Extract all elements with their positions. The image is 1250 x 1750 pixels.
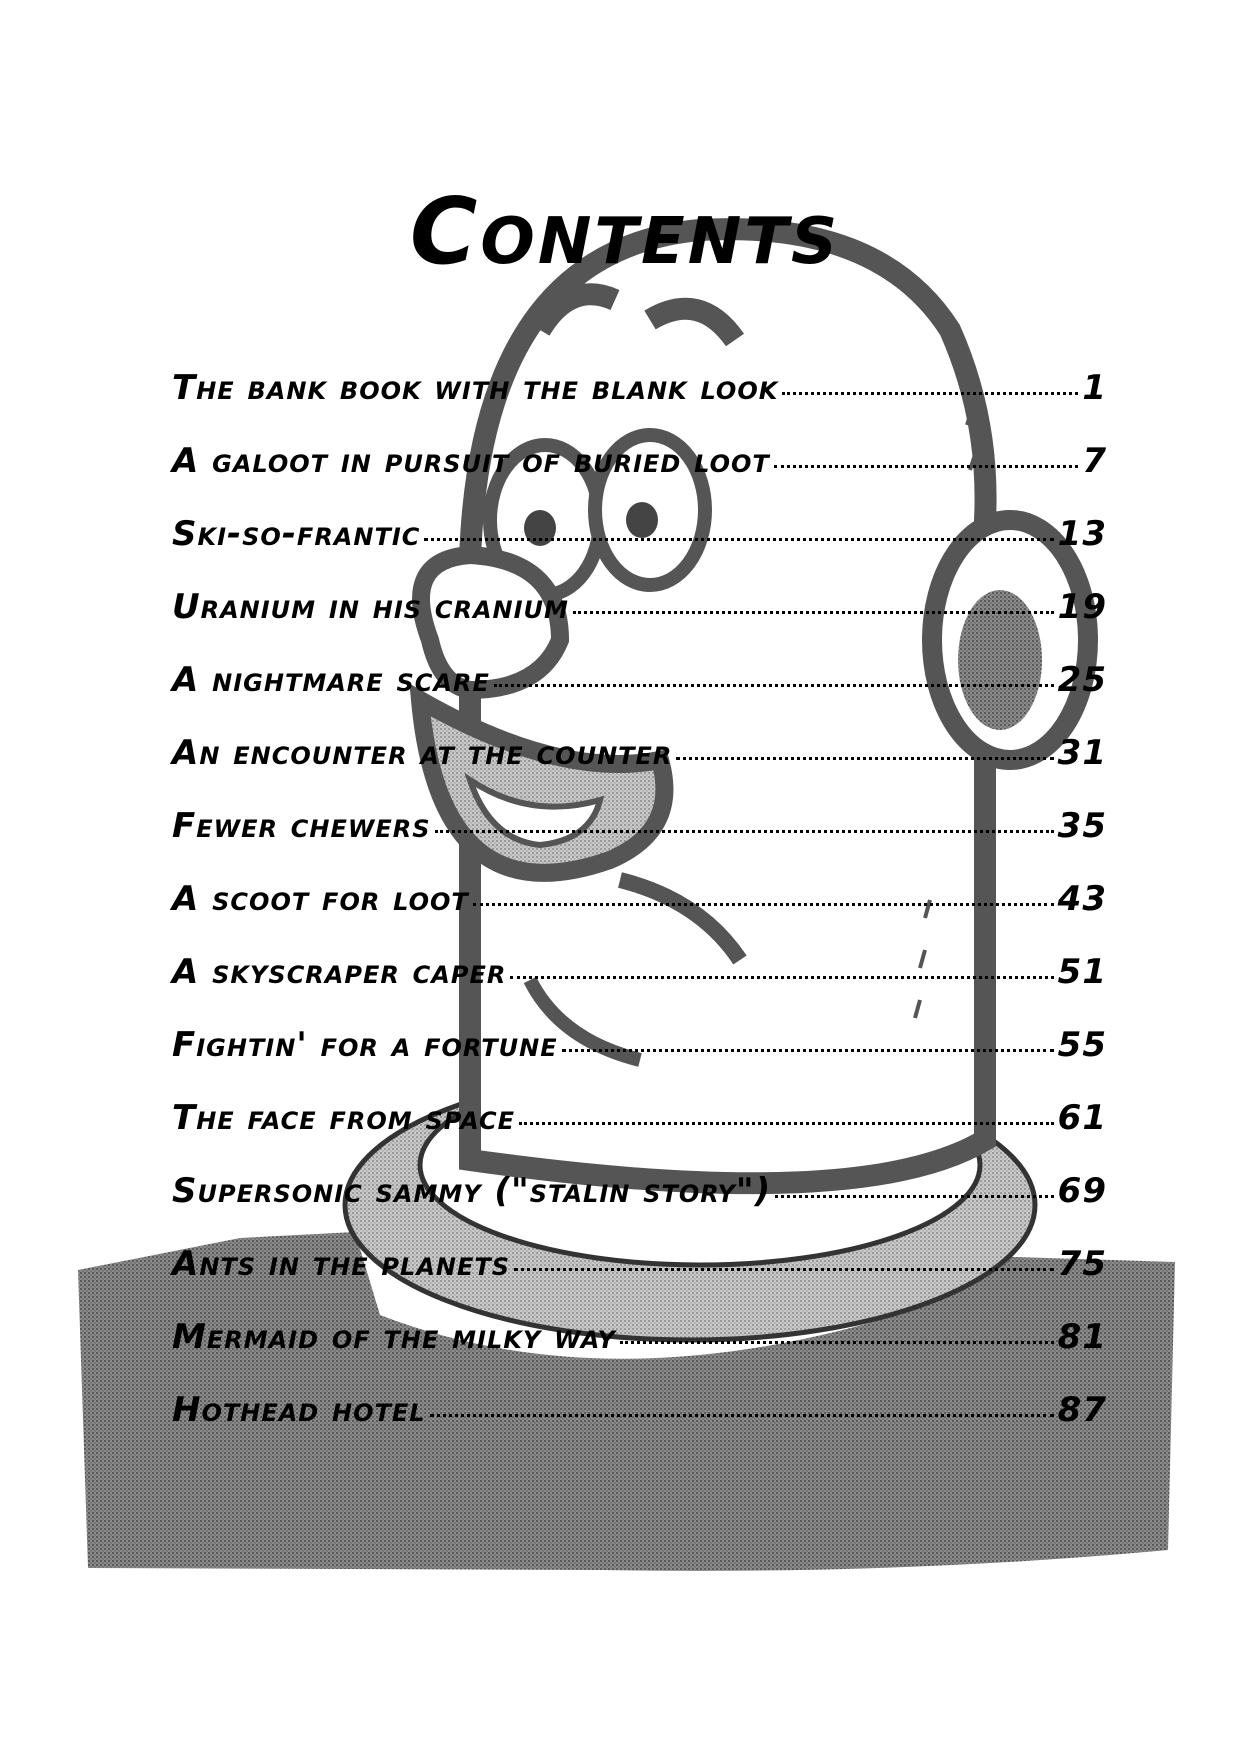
toc-entry	[172, 952, 1107, 1025]
toc-entry	[172, 1390, 1107, 1463]
dot-leader	[573, 611, 1054, 614]
toc-entry-page: 35	[1057, 806, 1107, 846]
toc-entry-title: A nightmare scare	[172, 660, 490, 700]
toc-entry-title: Supersonic sammy ("stalin story")	[172, 1171, 772, 1211]
dot-leader	[519, 1122, 1054, 1125]
toc-entry	[172, 368, 1107, 441]
toc-entry	[172, 733, 1107, 806]
toc-entry	[172, 879, 1107, 952]
dot-leader	[494, 684, 1054, 687]
toc-entry-title: The face from space	[172, 1098, 516, 1138]
dot-leader	[676, 757, 1053, 760]
toc-entry-title: Ants in the planets	[172, 1244, 511, 1284]
toc-entry	[172, 660, 1107, 733]
toc-entry-title: Hothead hotel	[172, 1390, 426, 1430]
toc-entry-title: Fightin' for a fortune	[172, 1025, 558, 1065]
table-of-contents	[172, 368, 1107, 1463]
toc-entry-page: 43	[1057, 879, 1107, 919]
dot-leader	[514, 1268, 1054, 1271]
dot-leader	[430, 1414, 1054, 1417]
toc-entry-page: 69	[1057, 1171, 1107, 1211]
dot-leader	[424, 538, 1053, 541]
toc-entry	[172, 514, 1107, 587]
toc-entry	[172, 806, 1107, 879]
dot-leader	[782, 392, 1078, 395]
dot-leader	[775, 1195, 1054, 1198]
toc-entry-title: The bank book with the blank look	[172, 368, 779, 408]
toc-entry-page: 13	[1057, 514, 1107, 554]
toc-entry	[172, 1098, 1107, 1171]
dot-leader	[510, 976, 1053, 979]
toc-entry-title: An encounter at the counter	[172, 733, 673, 773]
dot-leader	[774, 465, 1079, 468]
toc-entry-page: 51	[1057, 952, 1107, 992]
toc-entry-title: A skyscraper caper	[172, 952, 507, 992]
toc-entry-page: 19	[1057, 587, 1107, 627]
toc-entry-title: Fewer chewers	[172, 806, 431, 846]
toc-entry-title: A galoot in pursuit of buried loot	[172, 441, 770, 481]
dot-leader	[562, 1049, 1054, 1052]
dot-leader	[435, 830, 1054, 833]
toc-entry-title: Uranium in his cranium	[172, 587, 569, 627]
toc-entry-page: 31	[1057, 733, 1107, 773]
toc-entry-page: 7	[1082, 441, 1107, 481]
toc-entry-page: 55	[1057, 1025, 1107, 1065]
page-title: Contents	[409, 178, 841, 285]
toc-entry	[172, 1171, 1107, 1244]
toc-entry	[172, 587, 1107, 660]
toc-entry	[172, 1244, 1107, 1317]
toc-entry-title: Ski-so-frantic	[172, 514, 421, 554]
dot-leader	[473, 903, 1054, 906]
toc-entry-page: 1	[1082, 368, 1107, 408]
toc-entry-page: 25	[1057, 660, 1107, 700]
toc-entry	[172, 441, 1107, 514]
toc-entry-page: 87	[1057, 1390, 1107, 1430]
toc-entry-title: Mermaid of the milky way	[172, 1317, 616, 1357]
toc-entry-title: A scoot for loot	[172, 879, 469, 919]
toc-entry	[172, 1025, 1107, 1098]
toc-entry-page: 81	[1057, 1317, 1107, 1357]
toc-entry	[172, 1317, 1107, 1390]
toc-entry-page: 61	[1057, 1098, 1107, 1138]
dot-leader	[620, 1341, 1054, 1344]
toc-entry-page: 75	[1057, 1244, 1107, 1284]
